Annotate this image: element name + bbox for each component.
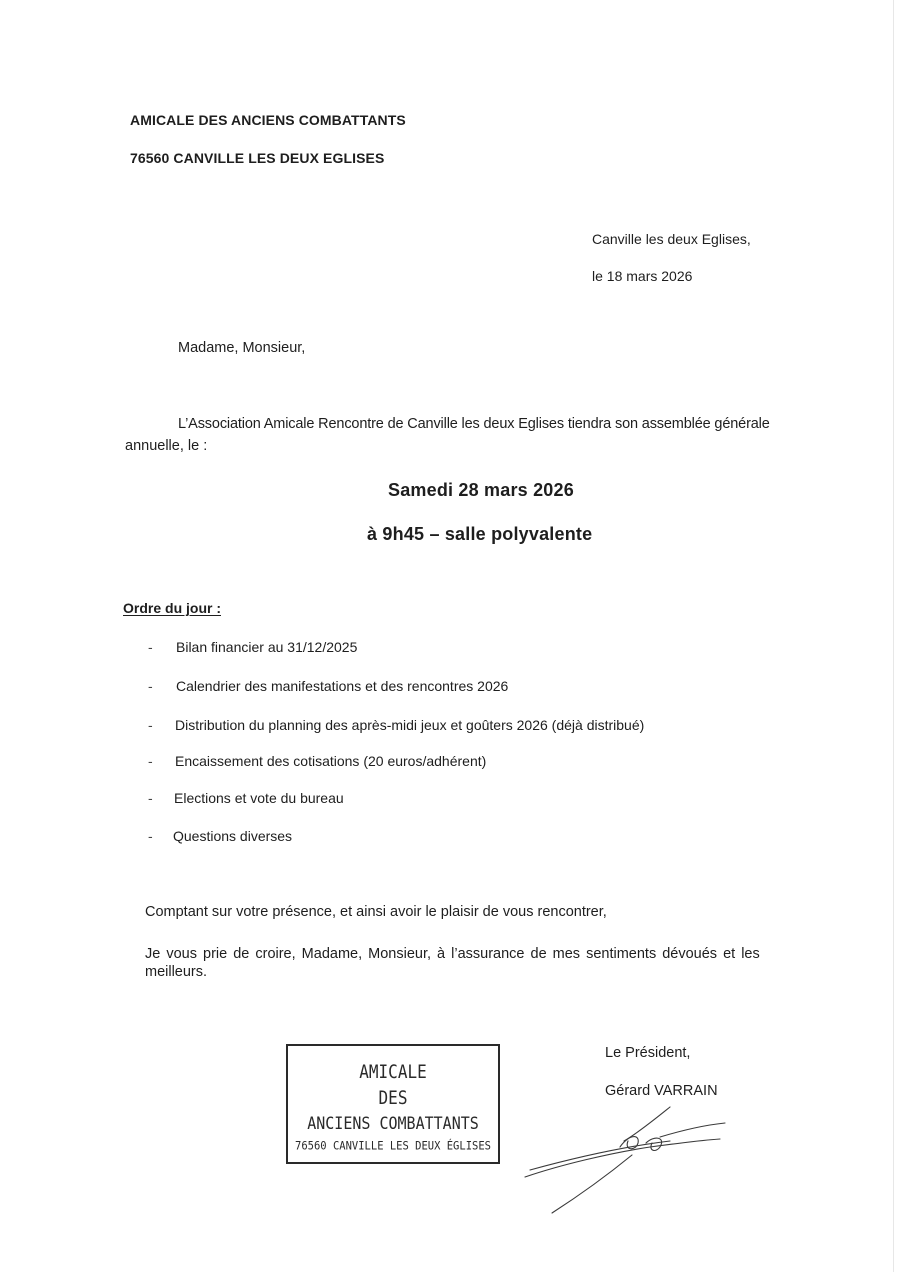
agenda-item-text: Elections et vote du bureau: [174, 790, 344, 806]
handwritten-signature: [520, 1095, 740, 1220]
bullet-dash: -: [148, 717, 153, 733]
sender-address: 76560 CANVILLE LES DEUX EGLISES: [130, 150, 385, 166]
letter-date: le 18 mars 2026: [592, 268, 693, 284]
intro-line-2: annuelle, le :: [125, 438, 208, 454]
agenda-title: Ordre du jour :: [123, 600, 221, 616]
letter-place: Canville les deux Eglises,: [592, 231, 751, 247]
scan-edge-line: [893, 0, 894, 1272]
closing-line: Comptant sur votre présence, et ainsi avoir le plaisir de vous rencontrer,: [145, 904, 607, 920]
association-stamp: [286, 1044, 500, 1164]
courtesy-line-2: meilleurs.: [145, 964, 208, 980]
agenda-item-text: Encaissement des cotisations (20 euros/adhérent): [175, 753, 487, 769]
signature-stroke: [530, 1141, 670, 1170]
agenda-item-text: Questions diverses: [173, 828, 293, 844]
stamp-line-4: 76560 CANVILLE LES DEUX ÉGLISES: [295, 1139, 491, 1153]
stamp-line-3: ANCIENS COMBATTANTS: [307, 1112, 479, 1134]
agenda-item-text: Distribution du planning des après-midi jeux et goûters 2026 (déjà distribué): [175, 717, 645, 733]
signatory-title: Le Président,: [605, 1045, 691, 1061]
agenda-item-text: Bilan financier au 31/12/2025: [176, 639, 358, 655]
bullet-dash: -: [148, 790, 153, 806]
intro-line-1: L’Association Amicale Rencontre de Canville les deux Eglises tiendra son assemblée générale: [178, 416, 770, 432]
event-time-place-heading: à 9h45 – salle polyvalente: [367, 524, 593, 544]
agenda-item-text: Calendrier des manifestations et des rencontres 2026: [176, 678, 509, 694]
bullet-dash: -: [148, 678, 153, 694]
signature-stroke: [525, 1139, 720, 1177]
sender-name: AMICALE DES ANCIENS COMBATTANTS: [130, 112, 406, 128]
bullet-dash: -: [148, 639, 153, 655]
signature-strokes: [525, 1107, 725, 1213]
event-date-heading: Samedi 28 mars 2026: [388, 480, 574, 500]
signatory-name: Gérard VARRAIN: [605, 1083, 718, 1099]
salutation: Madame, Monsieur,: [178, 340, 306, 356]
signature-stroke: [660, 1123, 725, 1137]
courtesy-line-1: Je vous prie de croire, Madame, Monsieur, à l’assurance de mes sentiments dévoués et les: [145, 946, 760, 962]
bullet-dash: -: [148, 828, 153, 844]
stamp-line-1: AMICALE: [359, 1060, 427, 1083]
stamp-line-2: DES: [378, 1086, 408, 1109]
bullet-dash: -: [148, 753, 153, 769]
signature-stroke: [552, 1155, 632, 1213]
